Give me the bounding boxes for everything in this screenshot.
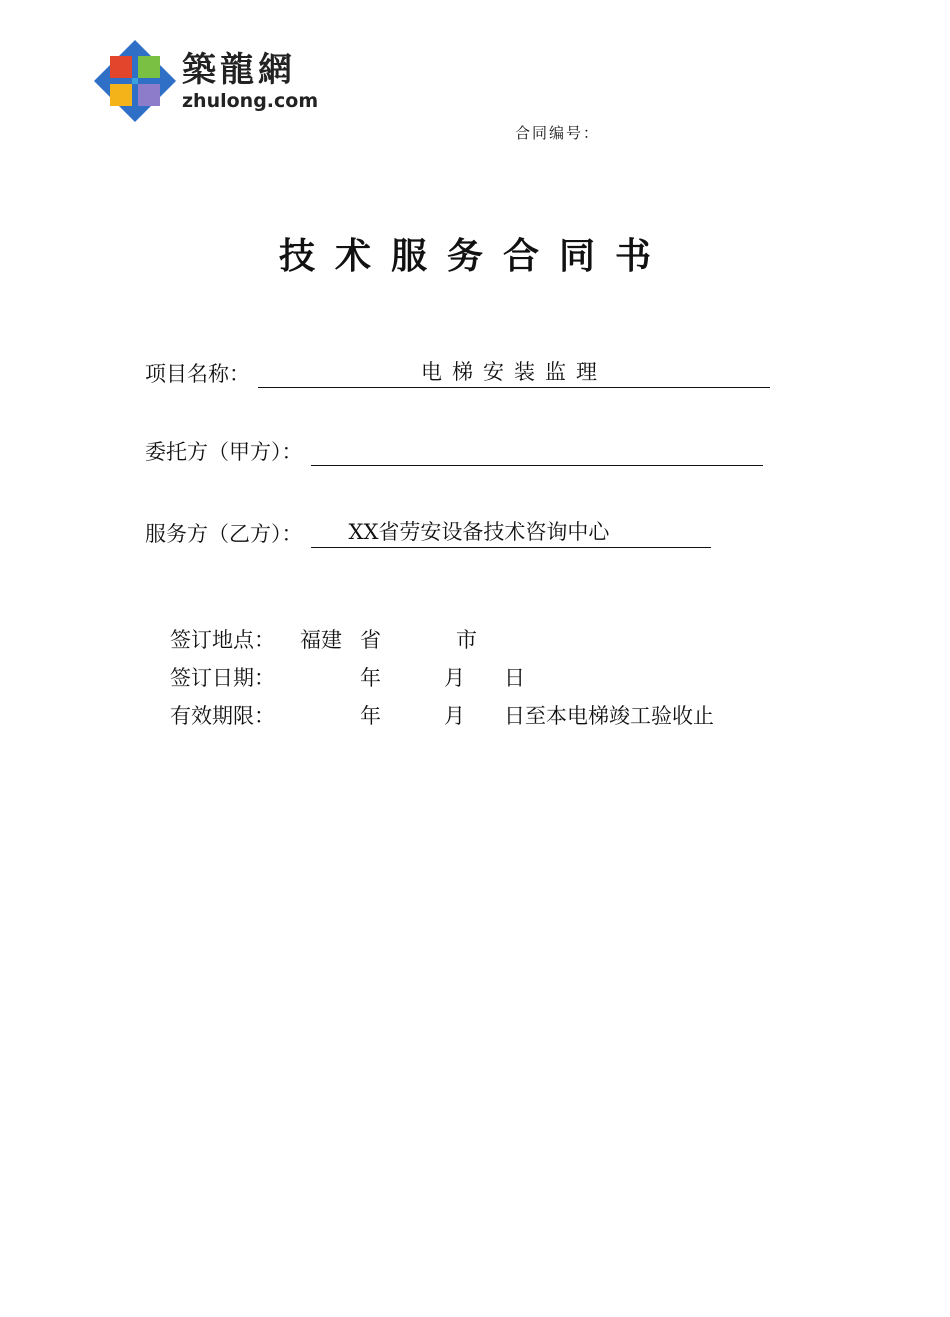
project-name-label: 项目名称： xyxy=(145,362,250,386)
day-unit: 日 xyxy=(504,666,525,690)
validity-label: 有效期限： xyxy=(170,704,275,728)
project-name-row xyxy=(145,356,770,388)
validity-year-unit: 年 xyxy=(360,704,381,728)
month-unit: 月 xyxy=(444,666,465,690)
province-unit: 省 xyxy=(360,628,381,652)
project-name-value: 电梯安装监理 xyxy=(258,356,770,388)
contract-number-label: 合同编号： xyxy=(515,124,601,142)
zhulong-logo-icon xyxy=(92,38,178,124)
year-unit: 年 xyxy=(360,666,381,690)
validity-tail: 日至本电梯竣工验收止 xyxy=(504,704,714,728)
logo-domain: zhulong.com xyxy=(182,90,319,112)
signing-place-province: 福建 xyxy=(300,628,342,652)
provider-row xyxy=(145,516,711,548)
zhulong-logo xyxy=(92,38,322,126)
provider-label: 服务方（乙方）： xyxy=(145,522,303,546)
signing-date-label: 签订日期： xyxy=(170,666,275,690)
client-label: 委托方（甲方）： xyxy=(145,440,303,464)
provider-value: XX省劳安设备技术咨询中心 xyxy=(311,516,711,548)
document-title: 技术服务合同书 xyxy=(278,236,671,277)
signing-place-label: 签订地点： xyxy=(170,628,275,652)
validity-month-unit: 月 xyxy=(444,704,465,728)
city-unit: 市 xyxy=(456,628,477,652)
client-value-blank xyxy=(311,438,763,466)
client-row xyxy=(145,436,763,466)
logo-name-cn: 築龍網 xyxy=(182,50,296,90)
